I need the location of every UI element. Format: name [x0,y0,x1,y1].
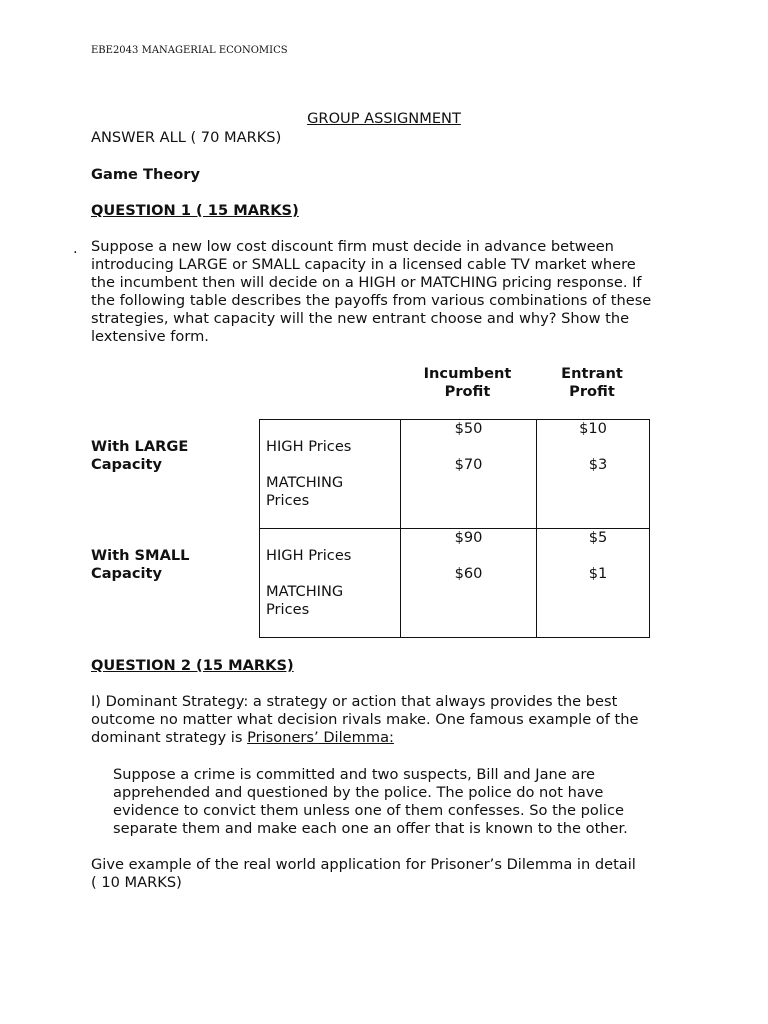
incumbent-cell [401,420,537,529]
question-2-heading: QUESTION 2 (15 MARKS) [91,657,294,674]
story-line: Suppose a crime is committed and two suspects, Bill and Jane are [113,766,596,783]
incumbent-profit-header [410,365,525,401]
strategy-matching-cont: Prices [266,601,310,618]
q2-intro-text: dominant strategy is [91,729,248,746]
section-title: Game Theory [91,166,200,183]
incumbent-value: $70 [454,456,483,473]
strategy-matching: MATCHING [266,583,344,600]
q1-line: introducing LARGE or SMALL capacity in a licensed cable TV market where [91,256,636,273]
q1-line: lextensive form. [91,328,209,345]
assignment-title-text: GROUP ASSIGNMENT [307,110,461,127]
question-1-heading: QUESTION 1 ( 15 MARKS) [91,202,299,219]
q2-intro-line-last [91,729,691,747]
q1-line: the following table describes the payoffs from various combinations of these [91,292,652,309]
header-word: Entrant [561,365,623,382]
row-label-large [91,438,188,474]
q2-intro-line: I) Dominant Strategy: a strategy or action that always provides the best [91,693,618,710]
answer-all-instruction: ANSWER ALL ( 70 MARKS) [91,129,282,146]
entrant-value: $10 [579,420,607,437]
strategy-cell [260,529,401,638]
entrant-value: $3 [588,456,608,473]
payoff-table [259,419,650,638]
task-line: Give example of the real world application for Prisoner’s Dilemma in detail [91,856,636,873]
q1-line: the incumbent then will decide on a HIGH or MATCHING pricing response. If [91,274,642,291]
story-line: separate them and make each one an offer that is known to the other. [113,820,628,837]
strategy-matching-cont: Prices [266,492,310,509]
question-1-text [91,238,691,346]
question-1-bullet: . [73,240,78,257]
entrant-profit-header [536,365,648,401]
document-header: EBE2043 MANAGERIAL ECONOMICS [91,45,288,56]
strategy-matching: MATCHING [266,474,344,491]
question-2-task [91,856,691,892]
incumbent-value: $60 [454,565,483,582]
task-line: ( 10 MARKS) [91,874,182,891]
strategy-high: HIGH Prices [266,438,352,455]
strategy-high: HIGH Prices [266,547,352,564]
header-word: Profit [444,383,491,400]
prisoners-dilemma-term: Prisoners’ Dilemma: [247,729,394,746]
story-line: evidence to convict them unless one of them confesses. So the police [113,802,624,819]
entrant-cell [537,529,650,638]
table-row [260,420,650,529]
q1-line: strategies, what capacity will the new entrant choose and why? Show the [91,310,630,327]
header-word: Profit [569,383,615,400]
entrant-cell [537,420,650,529]
label-line: Capacity [91,456,162,473]
label-line: With LARGE [91,438,189,455]
incumbent-value: $90 [454,529,483,546]
strategy-cell [260,420,401,529]
q1-line: Suppose a new low cost discount firm must decide in advance between [91,238,614,255]
incumbent-value: $50 [454,420,483,437]
incumbent-cell [401,529,537,638]
header-word: Incumbent [423,365,512,382]
q2-intro-line: outcome no matter what decision rivals make. One famous example of the [91,711,639,728]
dominant-strategy-paragraph [91,693,691,747]
prisoners-dilemma-story [113,766,673,838]
assignment-title [0,110,768,128]
label-line: With SMALL [91,547,190,564]
story-line: apprehended and questioned by the police. The police do not have [113,784,604,801]
entrant-value: $5 [588,529,608,546]
entrant-value: $1 [588,565,608,582]
label-line: Capacity [91,565,162,582]
row-label-small [91,547,189,583]
table-row [260,529,650,638]
